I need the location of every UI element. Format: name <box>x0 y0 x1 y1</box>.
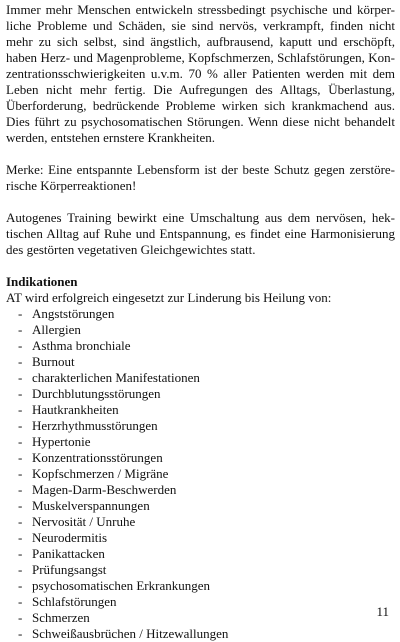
text-line: liche Probleme und Schäden, sie sind nervös, verkrampft, finden nicht <box>6 18 395 33</box>
indication-label: Kopfschmerzen / Migräne <box>32 466 169 481</box>
text-line: haben Herz- und Magenprobleme, Kopfschmerzen, Schlafstörungen, Kon- <box>6 50 395 65</box>
indication-label: Hypertonie <box>32 434 91 449</box>
indication-item <box>6 594 395 610</box>
indication-item <box>6 338 395 354</box>
indication-label: Schweißausbrüchen / Hitzewallungen <box>32 626 229 641</box>
dash-bullet: - <box>18 498 23 513</box>
dash-bullet: - <box>18 466 23 481</box>
indication-item <box>6 450 395 466</box>
page-body <box>6 2 395 642</box>
indication-label: Asthma bronchiale <box>32 338 131 353</box>
indication-item <box>6 306 395 322</box>
indication-label: Muskelverspannungen <box>32 498 150 513</box>
indication-label: Prüfungsangst <box>32 562 107 577</box>
indication-item <box>6 370 395 386</box>
text-line: des gestörten vegetativen Gleichgewichtes statt. <box>6 242 256 257</box>
dash-bullet: - <box>18 306 23 321</box>
indication-label: Herzrhythmusstörungen <box>32 418 158 433</box>
indications-heading: Indikationen <box>6 274 78 289</box>
dash-bullet: - <box>18 578 23 593</box>
indication-label: Neurodermitis <box>32 530 108 545</box>
indication-label: Burnout <box>32 354 75 369</box>
text-line: Autogenes Training bewirkt eine Umschaltung aus dem nervösen, hek- <box>6 210 395 225</box>
indication-label: Durchblutungsstörungen <box>32 386 161 401</box>
indication-label: Nervosität / Unruhe <box>32 514 136 529</box>
indications-intro: AT wird erfolgreich eingesetzt zur Linderung bis Heilung von: <box>6 290 332 305</box>
dash-bullet: - <box>18 610 23 625</box>
indication-label: Angststörungen <box>32 306 115 321</box>
dash-bullet: - <box>18 370 23 385</box>
indication-item <box>6 610 395 626</box>
indication-label: charakterlichen Manifestationen <box>32 370 200 385</box>
paragraph-gap <box>6 146 395 162</box>
dash-bullet: - <box>18 594 23 609</box>
indication-item <box>6 402 395 418</box>
text-line: rische Körperreaktionen! <box>6 178 137 193</box>
paragraph-merke <box>6 162 395 194</box>
indication-label: Schmerzen <box>32 610 90 625</box>
indications-list <box>6 306 395 642</box>
dash-bullet: - <box>18 626 23 641</box>
indication-label: Hautkrankheiten <box>32 402 119 417</box>
dash-bullet: - <box>18 514 23 529</box>
indication-item <box>6 482 395 498</box>
indication-item <box>6 434 395 450</box>
paragraph-gap <box>6 194 395 210</box>
indication-item <box>6 466 395 482</box>
dash-bullet: - <box>18 386 23 401</box>
indication-item <box>6 626 395 642</box>
indication-item <box>6 514 395 530</box>
dash-bullet: - <box>18 418 23 433</box>
indication-item <box>6 386 395 402</box>
text-line: tischen Alltag auf Ruhe und Entspannung, es findet eine Harmonisierung <box>6 226 395 241</box>
indication-item <box>6 546 395 562</box>
dash-bullet: - <box>18 434 23 449</box>
paragraph-autogenes-training <box>6 210 395 258</box>
dash-bullet: - <box>18 354 23 369</box>
text-line: zentrationsschwierigkeiten u.v.m. 70 % aller Patienten werden mit dem <box>6 66 395 81</box>
dash-bullet: - <box>18 450 23 465</box>
dash-bullet: - <box>18 562 23 577</box>
dash-bullet: - <box>18 546 23 561</box>
text-line: Immer mehr Menschen entwickeln stressbedingt psychische und körper- <box>6 2 395 17</box>
indication-item <box>6 322 395 338</box>
indication-item <box>6 498 395 514</box>
text-line: Merke: Eine entspannte Lebensform ist der beste Schutz gegen zerstöre- <box>6 162 395 177</box>
indication-label: Panikattacken <box>32 546 105 561</box>
paragraph-gap <box>6 258 395 274</box>
page-number: 11 <box>376 604 389 619</box>
indication-item <box>6 530 395 546</box>
indication-label: Schlafstörungen <box>32 594 117 609</box>
text-line: Leben nicht mehr fertig. Die Aufregungen des Alltags, Überlastung, <box>6 82 395 97</box>
text-line: werden, entstehen ernstere Krankheiten. <box>6 130 215 145</box>
indication-label: psychosomatischen Erkrankungen <box>32 578 210 593</box>
indication-label: Magen-Darm-Beschwerden <box>32 482 177 497</box>
paragraph-stress <box>6 2 395 146</box>
text-line: mehr zu sich selbst, sind ängstlich, aufbrausend, kaputt und erschöpft, <box>6 34 395 49</box>
indication-label: Konzentrationsstörungen <box>32 450 163 465</box>
indication-item <box>6 562 395 578</box>
text-line: Überforderung, bedrückende Probleme wirken sich krankmachend aus. <box>6 98 395 113</box>
dash-bullet: - <box>18 482 23 497</box>
indication-item <box>6 578 395 594</box>
dash-bullet: - <box>18 322 23 337</box>
dash-bullet: - <box>18 338 23 353</box>
indication-item <box>6 418 395 434</box>
indications-section <box>6 274 395 642</box>
indication-item <box>6 354 395 370</box>
text-line: Dies führt zu psychosomatischen Störungen. Wenn diese nicht behandelt <box>6 114 395 129</box>
dash-bullet: - <box>18 402 23 417</box>
dash-bullet: - <box>18 530 23 545</box>
indication-label: Allergien <box>32 322 81 337</box>
